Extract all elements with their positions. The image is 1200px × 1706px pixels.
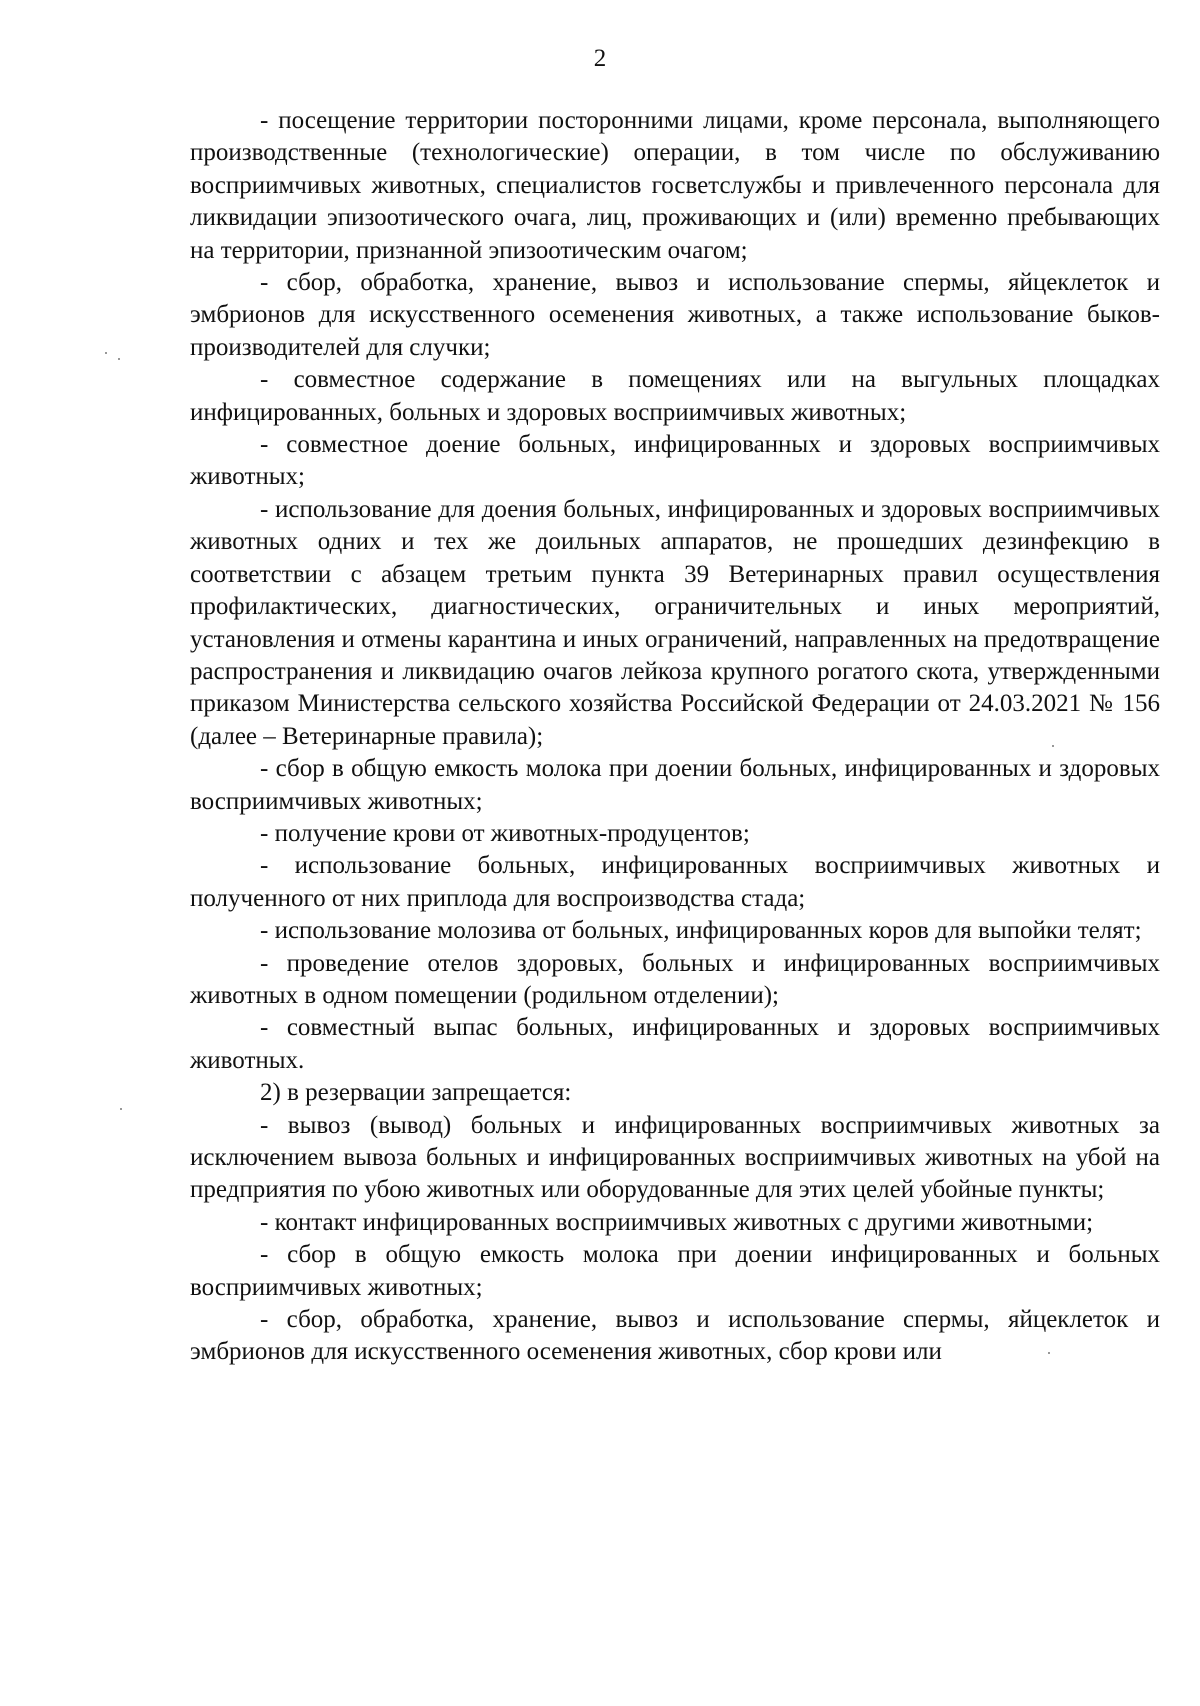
paragraph-reservation-export: - вывоз (вывод) больных и инфицированных восприимчивых животных за исключением вывоза больных и инфицированных восприимчивых животных на убой на предприятия по убою животных или оборудованные для этих целей убойные пункты; (190, 1111, 1160, 1204)
paragraph-prohibition-visits: - посещение территории посторонними лицами, кроме персонала, выполняющего производственные (технологические) операции, в том числе по обслуживанию восприимчивых животных, специалистов госветслужбы и привлеченного персонала для ликвидации эпизоотического очага, лиц, проживающих и (или) временно пребывающих на территории, признанной эпизоотическим очагом; (190, 107, 1160, 264)
paragraph-reservation-contact: - контакт инфицированных восприимчивых животных с другими животными; (260, 1208, 1094, 1236)
paragraph-reservation-milk-collection: - сбор в общую емкость молока при доении инфицированных и больных восприимчивых животных; (190, 1241, 1160, 1301)
paragraph-prohibition-milk-collection: - сбор в общую емкость молока при доении больных, инфицированных и здоровых восприимчивых животных; (190, 755, 1160, 815)
document-body (190, 105, 1160, 1369)
scan-speck (1052, 745, 1054, 747)
section-heading-reservation: 2) в резервации запрещается: (260, 1079, 572, 1107)
paragraph-prohibition-blood: - получение крови от животных-продуцентов; (260, 819, 750, 847)
scan-speck (105, 352, 107, 354)
paragraph-prohibition-reproduction: - использование больных, инфицированных восприимчивых животных и полученного от них приплода для воспроизводства стада; (190, 852, 1160, 912)
paragraph-prohibition-grazing: - совместный выпас больных, инфицированных и здоровых восприимчивых животных. (190, 1014, 1160, 1074)
paragraph-prohibition-sperm: - сбор, обработка, хранение, вывоз и использование спермы, яйцеклеток и эмбрионов для искусственного осеменения животных, а также использование быков-производителей для случки; (190, 269, 1160, 361)
scan-speck (118, 358, 120, 360)
paragraph-reservation-sperm: - сбор, обработка, хранение, вывоз и использование спермы, яйцеклеток и эмбрионов для искусственного осеменения животных, сбор крови или (190, 1306, 1160, 1366)
page-number: 2 (593, 45, 607, 72)
scan-speck (120, 1108, 122, 1110)
scan-speck (1048, 1352, 1050, 1354)
paragraph-prohibition-joint-milking: - совместное доение больных, инфицированных и здоровых восприимчивых животных; (190, 431, 1160, 491)
paragraph-prohibition-joint-keeping: - совместное содержание в помещениях или на выгульных площадках инфицированных, больных и здоровых восприимчивых животных; (190, 366, 1160, 426)
paragraph-prohibition-milking-machines: - использование для доения больных, инфицированных и здоровых восприимчивых животных одних и тех же доильных аппаратов, не прошедших дезинфекцию в соответствии с абзацем третьим пункта 39 Ветеринарных правил осуществления профилактических, диагностических, ограничительных и иных мероприятий, установления и отмены карантина и иных ограничений, направленных на предотвращение распространения и ликвидацию очагов лейкоза крупного рогатого скота, утвержденными приказом Министерства сельского хозяйства Российской Федерации от 24.03.2021 № 156 (далее – Ветеринарные правила); (190, 495, 1160, 750)
paragraph-prohibition-calving: - проведение отелов здоровых, больных и инфицированных восприимчивых животных в одном помещении (родильном отделении); (190, 949, 1160, 1009)
paragraph-prohibition-colostrum: - использование молозива от больных, инфицированных коров для выпойки телят; (260, 917, 1142, 945)
